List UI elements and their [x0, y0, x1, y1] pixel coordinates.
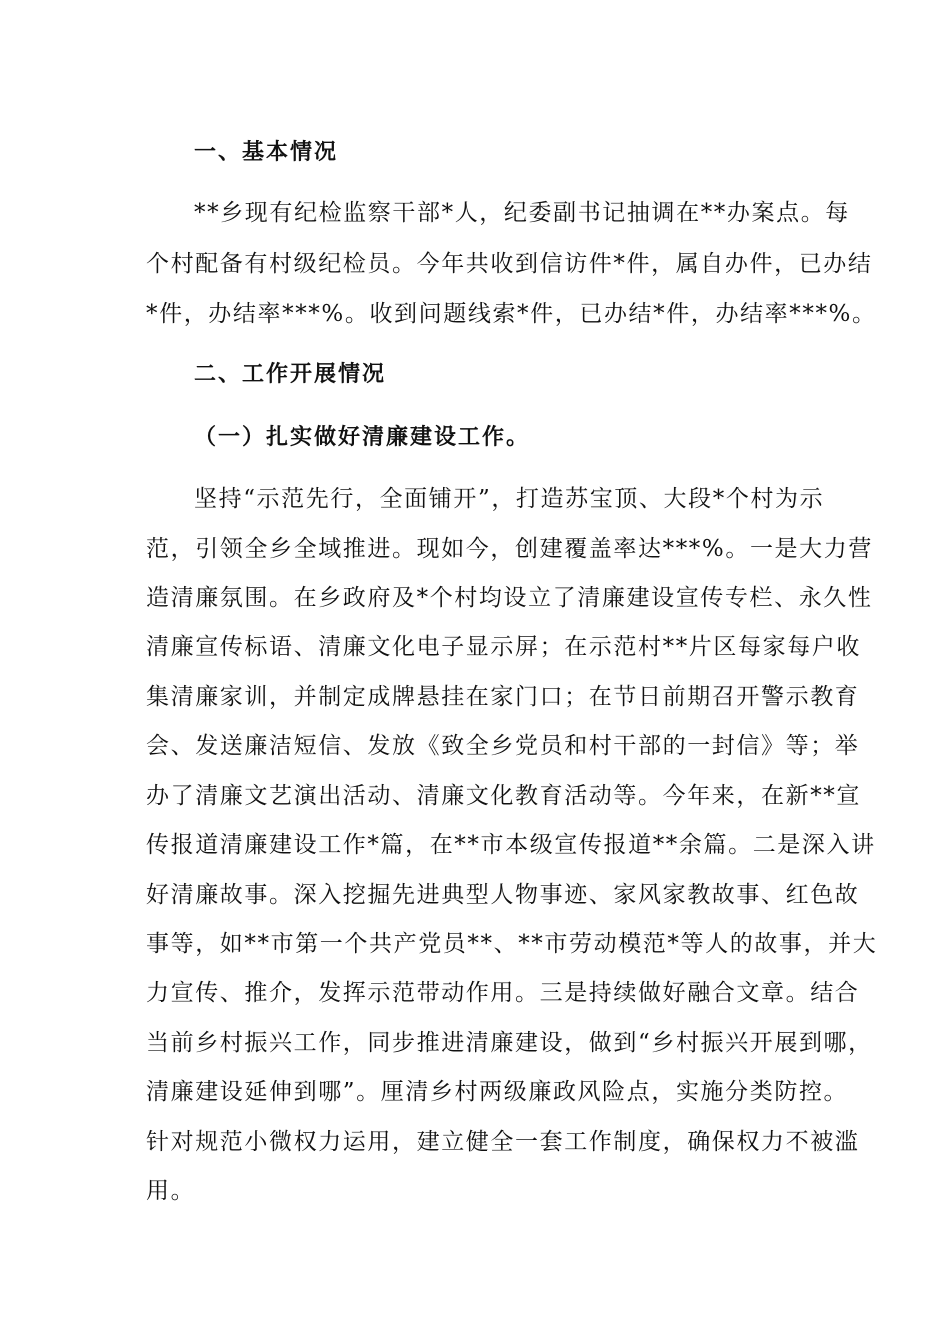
- paragraph-line: 集清廉家训，并制定成牌悬挂在家门口；在节日前期召开警示教育: [146, 684, 860, 710]
- paragraph-line: 事等，如**市第一个共产党员**、**市劳动模范*等人的故事，并大: [146, 931, 878, 957]
- paragraph-line: 针对规范小微权力运用，建立健全一套工作制度，确保权力不被滥: [146, 1129, 860, 1155]
- section-heading-work: 二、工作开展情况: [194, 362, 387, 387]
- paragraph-line: **乡现有纪检监察干部*人，纪委副书记抽调在**办案点。每: [194, 200, 850, 226]
- paragraph-line: 会、发送廉洁短信、发放《致全乡党员和村干部的一封信》等；举: [146, 733, 860, 759]
- paragraph-line: 范，引领全乡全域推进。现如今，创建覆盖率达***%。一是大力营: [146, 536, 873, 562]
- paragraph-line: 清廉建设延伸到哪”。厘清乡村两级廉政风险点，实施分类防控。: [146, 1079, 849, 1105]
- paragraph-line: 个村配备有村级纪检员。今年共收到信访件*件，属自办件，已办结: [146, 251, 873, 277]
- paragraph-line: 好清廉故事。深入挖掘先进典型人物事迹、家风家教故事、红色故: [146, 882, 860, 908]
- paragraph-line: 用。: [146, 1178, 196, 1204]
- paragraph-line: 力宣传、推介，发挥示范带动作用。三是持续做好融合文章。结合: [146, 980, 860, 1006]
- paragraph-line: 当前乡村振兴工作，同步推进清廉建设，做到“乡村振兴开展到哪，: [146, 1030, 873, 1056]
- paragraph-line: 造清廉氛围。在乡政府及*个村均设立了清廉建设宣传专栏、永久性: [146, 585, 873, 611]
- paragraph-line: 清廉宣传标语、清廉文化电子显示屏；在示范村**片区每家每户收: [146, 634, 861, 660]
- paragraph-line: *件，办结率***%。收到问题线索*件，已办结*件，办结率***%。: [146, 301, 877, 327]
- subsection-heading: （一）扎实做好清廉建设工作。: [194, 425, 531, 450]
- paragraph-line: 办了清廉文艺演出活动、清廉文化教育活动等。今年来，在新**宣: [146, 783, 861, 809]
- paragraph-line: 坚持“示范先行，全面铺开”，打造苏宝顶、大段*个村为示: [194, 486, 825, 512]
- section-heading-basic: 一、基本情况: [194, 140, 339, 165]
- paragraph-line: 传报道清廉建设工作*篇，在**市本级宣传报道**余篇。二是深入讲: [146, 832, 876, 858]
